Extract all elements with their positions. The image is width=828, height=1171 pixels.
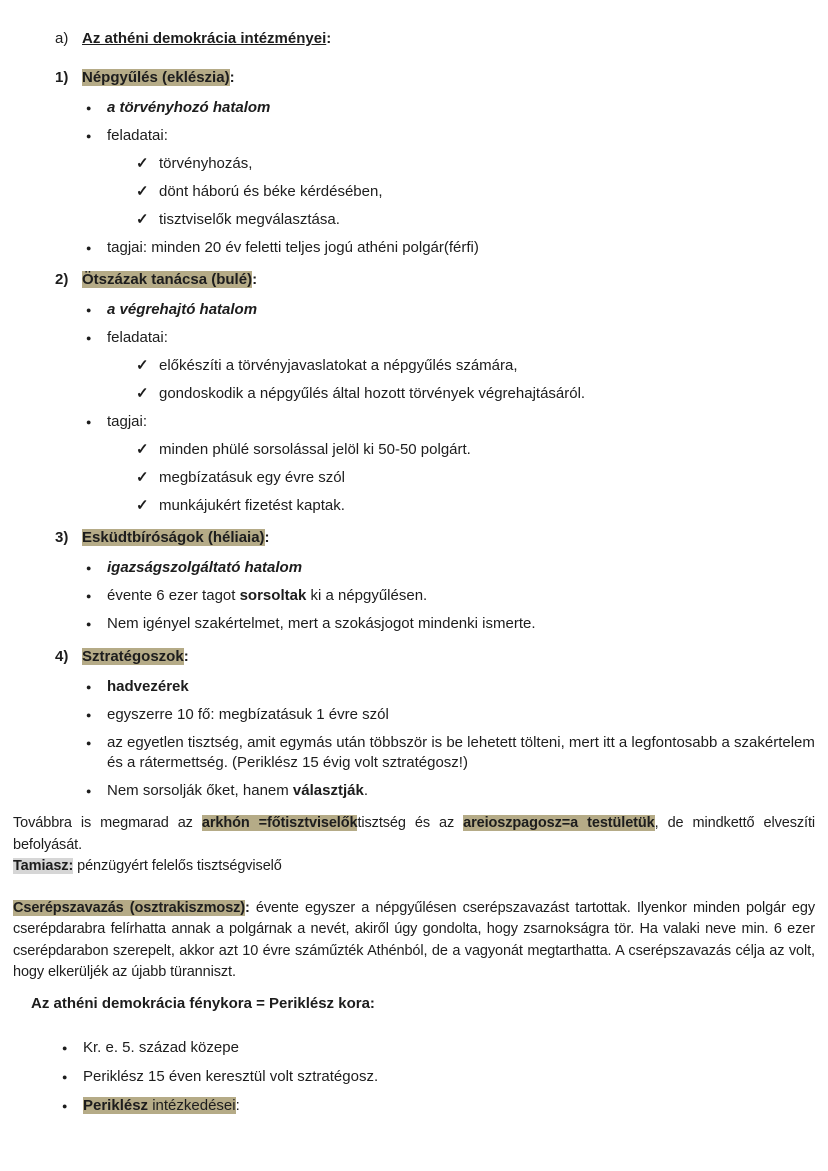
bullet-text: hadvezérek [107,678,189,695]
check-text: gondoskodik a népgyűlés által hozott törvények végrehajtásáról. [159,385,586,402]
bullet-text: igazságszolgáltató hatalom [107,559,303,576]
check-icon: ✓ [136,441,149,458]
section-colon: : [252,271,258,288]
check-item [136,182,816,202]
check-text: tisztviselők megválasztása. [159,211,340,228]
intro-colon: : [326,30,332,47]
paragraph-arkhon [13,813,815,878]
bullet-item [86,677,816,697]
check-text: törvényhozás, [159,155,253,172]
section-heading [55,68,816,88]
section-title [82,528,270,548]
bullet-icon: ● [62,1071,68,1082]
bullet-item [86,238,816,258]
bullet-text: a törvényhozó hatalom [107,99,271,116]
check-icon: ✓ [136,211,149,228]
bullet-item [62,1067,816,1087]
check-item [136,440,816,460]
bullet-item [86,98,816,118]
check-item [136,154,816,174]
bullet-item [86,781,816,801]
bullet-item [86,412,816,432]
bullet-item [62,1096,816,1116]
highlight-tamiasz: Tamiasz: [13,858,74,874]
section-title-text: Népgyűlés (eklészia) [82,69,230,86]
highlight-periklesz: Periklész [83,1096,149,1114]
section-number: 4) [55,648,69,665]
section-title [82,68,235,88]
bullet-text: az egyetlen tisztség, amit egymás után többször is be lehetett tölteni, mert itt a legfontosabb a szakértelem és a rátermettség. (Periklész 15 évig volt sztratégosz!) [107,734,815,771]
text-run: Nem sorsolják őket, hanem [107,782,293,799]
section-number: 3) [55,529,69,546]
highlight-areioszpagosz: areioszpagosz=a testületük [463,815,655,831]
bullet-text: feladatai: [107,329,168,346]
check-icon: ✓ [136,385,149,402]
bullet-icon: ● [86,710,92,720]
section-otszazak-tanacsa [0,270,828,516]
section-heading [55,647,816,667]
bullet-icon: ● [86,305,92,315]
section-title [82,270,257,290]
paragraph-cserepszavazas [13,898,815,984]
bullet-text: tagjai: minden 20 év feletti teljes jogú athéni polgár(férfi) [107,239,479,256]
check-text: munkájukért fizetést kaptak. [159,497,345,514]
bullet-item [62,1038,816,1058]
bullet-icon: ● [86,738,92,748]
text-run-bold: választják [292,782,364,799]
bullet-icon: ● [86,131,92,141]
check-text: előkészíti a törvényjavaslatokat a népgyűlés számára, [159,357,518,374]
text-run-bold: : [245,899,250,916]
text-run: évente 6 ezer tagot [107,587,240,604]
check-item [136,210,816,230]
text-run: Továbbra is megmarad az [13,815,202,831]
check-item [136,496,816,516]
bullet-item [86,586,816,606]
section-sztrategoszok [0,647,828,801]
bullet-item [86,733,816,773]
check-item [136,468,816,488]
bullet-text: Nem igényel szakértelmet, mert a szokásjogot mindenki ismerte. [107,615,536,632]
text-run: tisztség és az [357,815,464,831]
bullet-text [107,586,427,606]
text-run-bold: sorsoltak [239,587,307,604]
bullet-icon: ● [86,333,92,343]
final-list [0,1038,828,1116]
bullet-item [86,558,816,578]
text-run: évente egyszer a népgyűlésen cserépszavazást tartottak. Ilyenkor minden polgár egy cserépdarabra felírhatta annak a polgárnak a nevét, akiről úgy gondolta, hogy zsarnokságra tör. Ha valaki neve min. 6 ezer cserépdarabon szerepelt, akkor azt 10 évre száműzték Athénból, de a vagyonát megtarthatta. A cserépszavazás célja az volt, hogy elkerüljék az újabb türanniszt. [13,899,815,980]
bullet-text [107,781,368,801]
bullet-icon: ● [62,1100,68,1111]
section-number: 2) [55,271,69,288]
bullet-item [86,705,816,725]
section-title [82,647,189,667]
highlight-intezkedesei: intézkedései [148,1096,236,1114]
intro-label: a) [55,30,69,47]
bullet-text: tagjai: [107,413,148,430]
bullet-icon: ● [86,786,92,796]
bullet-text: egyszerre 10 fő: megbízatásuk 1 évre szól [107,706,389,723]
check-icon: ✓ [136,183,149,200]
check-icon: ✓ [136,357,149,374]
bullet-icon: ● [86,417,92,427]
bullet-text: Periklész 15 éven keresztül volt sztratégosz. [83,1067,379,1085]
text-run: , de mindkettő elveszíti befolyását. [13,815,815,853]
bullet-text [83,1096,240,1116]
subheading-periklesz-kora: Az athéni demokrácia fénykora = Periklész kora: [31,994,375,1012]
section-nepgyules [0,68,828,258]
section-colon: : [229,69,235,86]
highlight-arkhon: arkhón =főtisztviselők [201,815,358,831]
bullet-icon: ● [62,1042,68,1053]
intro-title-text: Az athéni demokrácia intézményei [82,30,327,47]
check-icon: ✓ [136,469,149,486]
check-text: dönt háború és béke kérdésében, [159,183,383,200]
text-run: ki a népgyűlésen. [306,587,428,604]
bullet-icon: ● [86,619,92,629]
bullet-icon: ● [86,563,92,573]
intro-title [82,29,331,49]
intro-heading [55,29,816,49]
bullet-item [86,300,816,320]
section-colon: : [264,529,270,546]
bullet-icon: ● [86,591,92,601]
section-title-text: Esküdtbíróságok (héliaia) [82,529,265,546]
section-heading [55,528,816,548]
bullet-item [86,328,816,348]
section-title-text: Ötszázak tanácsa (bulé) [82,271,253,288]
text-run: : [235,1096,240,1114]
text-run: pénzügyért felelős tisztségviselő [73,858,282,874]
section-heading [55,270,816,290]
section-title-text: Sztratégoszok [82,648,184,665]
bullet-item [86,614,816,634]
check-item [136,356,816,376]
bullet-text: feladatai: [107,127,168,144]
check-icon: ✓ [136,155,149,172]
text-run: . [363,782,368,799]
section-colon: : [183,648,189,665]
section-number: 1) [55,69,69,86]
bullet-icon: ● [86,103,92,113]
section-eskudtbirosagok [0,528,828,634]
check-text: megbízatásuk egy évre szól [159,469,345,486]
bullet-icon: ● [86,682,92,692]
bullet-icon: ● [86,243,92,253]
check-item [136,384,816,404]
bullet-text: Kr. e. 5. század közepe [83,1038,239,1056]
check-text: minden phülé sorsolással jelöl ki 50-50 polgárt. [159,441,471,458]
bullet-text: a végrehajtó hatalom [107,301,258,318]
bullet-item [86,126,816,146]
check-icon: ✓ [136,497,149,514]
highlight-cserepszavazas: Cserépszavazás (osztrakiszmosz) [13,899,246,916]
